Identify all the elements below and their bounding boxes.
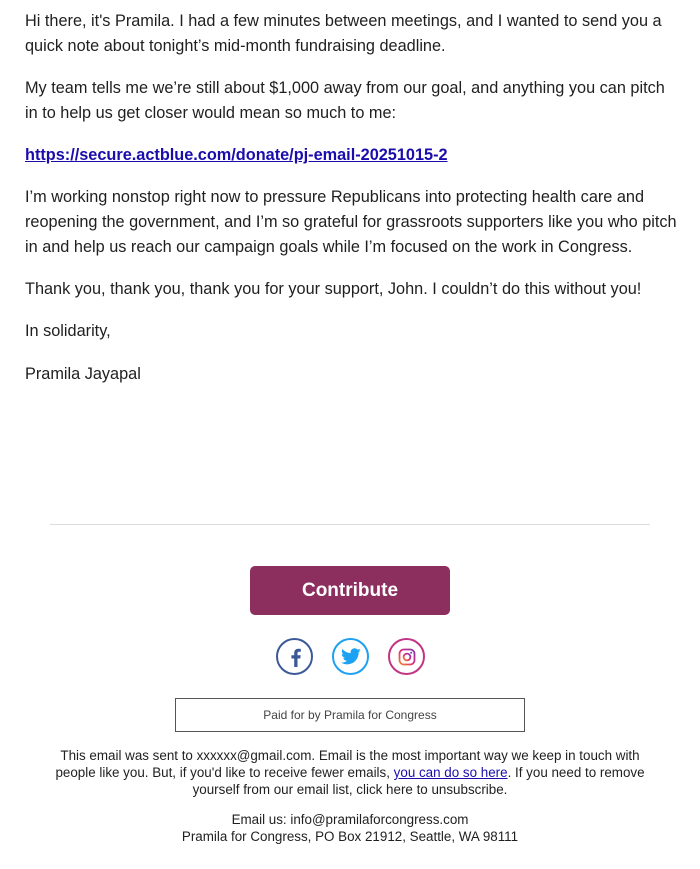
legal-notice xyxy=(40,747,660,798)
email-body xyxy=(25,9,680,387)
donate-link[interactable]: https://secure.actblue.com/donate/pj-email-20251015-2 xyxy=(25,146,448,164)
thanks-paragraph: Thank you, thank you, thank you for your support, John. I couldn’t do this without you! xyxy=(25,280,642,298)
fewer-emails-link[interactable]: you can do so here xyxy=(393,765,508,780)
facebook-icon xyxy=(287,647,303,667)
footer-divider xyxy=(50,524,650,525)
contact-email: Email us: info@pramilaforcongress.com xyxy=(231,812,469,827)
ask-paragraph: My team tells me we’re still about $1,000 away from our goal, and anything you can pitch in to help us get closer would mean so much to me: xyxy=(25,79,665,122)
mailing-address: Pramila for Congress, PO Box 21912, Seattle, WA 98111 xyxy=(181,829,519,844)
signature: Pramila Jayapal xyxy=(25,365,141,383)
contribute-button[interactable]: Contribute xyxy=(250,566,450,615)
closing: In solidarity, xyxy=(25,322,111,340)
twitter-icon xyxy=(341,648,361,665)
legal-text-before: This email was sent to xxxxxx@gmail.com. Email is the most important way we keep in touch with people like you. But, if you'd like to receive fewer emails, xyxy=(55,748,640,780)
paid-for-disclaimer: Paid for by Pramila for Congress xyxy=(175,698,525,732)
instagram-icon xyxy=(398,648,416,666)
body-paragraph: I’m working nonstop right now to pressure Republicans into protecting health care and reopening the government, and I’m so grateful for grassroots supporters like you who pitch in and help us reach our campaign goals while I’m focused on the work in Congress. xyxy=(25,188,677,256)
greeting-paragraph: Hi there, it's Pramila. I had a few minutes between meetings, and I wanted to send you a quick note about tonight’s mid-month fundraising deadline. xyxy=(25,12,662,55)
donate-link-paragraph xyxy=(25,143,680,168)
twitter-link[interactable] xyxy=(332,638,369,675)
facebook-link[interactable] xyxy=(276,638,313,675)
legal-text-after: . If you need to remove yourself from our email list, click here to unsubscribe. xyxy=(192,765,645,797)
instagram-link[interactable] xyxy=(388,638,425,675)
email-footer xyxy=(40,747,660,845)
